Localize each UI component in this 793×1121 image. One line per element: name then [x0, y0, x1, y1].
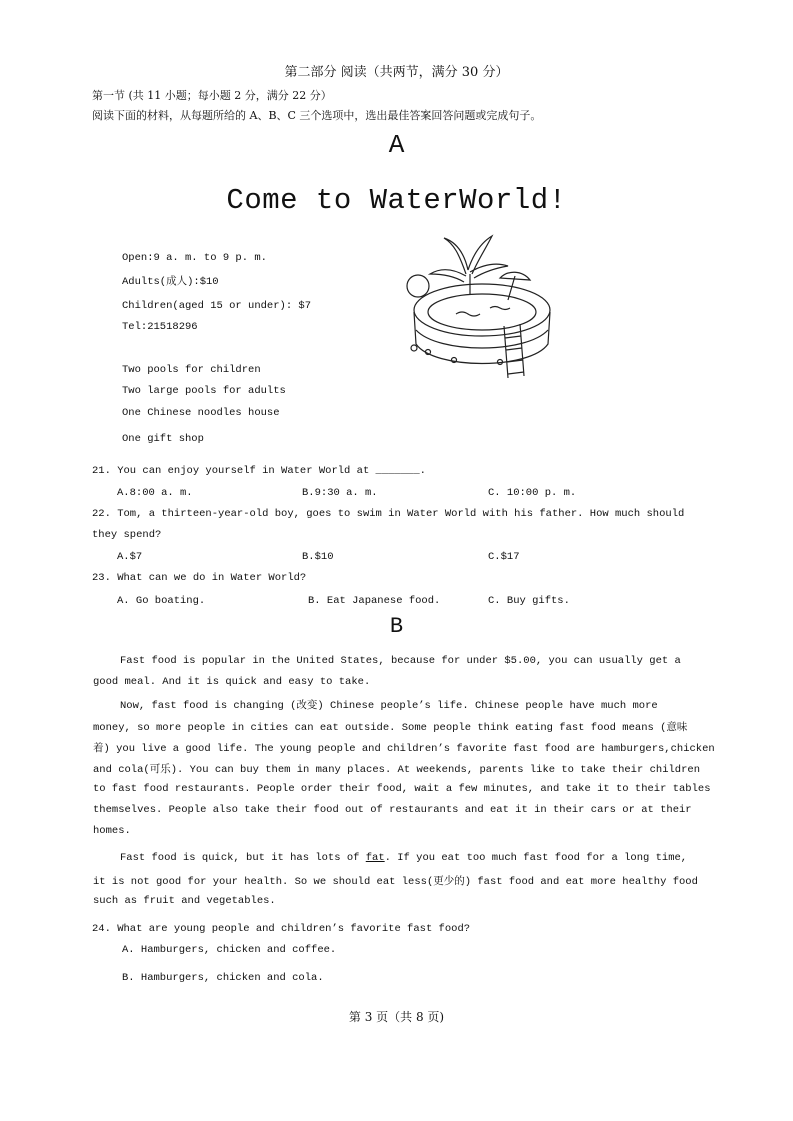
option-21-a[interactable]: A.8:00 a. m.: [117, 487, 193, 499]
question-21: 21. You can enjoy yourself in Water World at _______.: [92, 465, 426, 477]
paragraph-line: such as fruit and vegetables.: [93, 895, 276, 907]
info-hours: Open:9 a. m. to 9 p. m.: [122, 252, 267, 264]
facility-item: Two large pools for adults: [122, 385, 286, 397]
facility-item: One gift shop: [122, 433, 204, 445]
passage-a-letter: A: [388, 130, 405, 160]
option-23-a[interactable]: A. Go boating.: [117, 595, 206, 607]
question-24: 24. What are young people and children’s favorite fast food?: [92, 923, 471, 935]
paragraph-line: [120, 852, 690, 864]
option-24-a[interactable]: A. Hamburgers, chicken and coffee.: [122, 944, 337, 956]
facility-item: One Chinese noodles house: [122, 407, 280, 419]
paragraph-line: to fast food restaurants. People order their food, wait a few minutes, and take it to their tables: [93, 783, 711, 795]
option-22-c[interactable]: C.$17: [488, 551, 520, 563]
paragraph-line: good meal. And it is quick and easy to take.: [93, 676, 371, 688]
facility-item: Two pools for children: [122, 364, 261, 376]
option-22-b[interactable]: B.$10: [302, 551, 334, 563]
passage-a-headline: Come to WaterWorld!: [226, 184, 567, 217]
page-footer: 第 3 页（共 8 页): [348, 1010, 445, 1024]
paragraph-line: homes.: [93, 825, 131, 837]
ladder-icon: [504, 324, 524, 378]
palm-tree-icon: [430, 236, 508, 294]
paragraph-line: themselves. People also take their food out of restaurants and eat it in their cars or at their: [93, 804, 692, 816]
paragraph-line: Now, fast food is changing (改变) Chinese people’s life. Chinese people have much more: [120, 700, 658, 712]
info-telephone: Tel:21518296: [122, 321, 198, 333]
option-24-b[interactable]: B. Hamburgers, chicken and cola.: [122, 972, 324, 984]
option-23-b[interactable]: B. Eat Japanese food.: [308, 595, 441, 607]
instruction-text: 阅读下面的材料，从每题所给的 A、B、C 三个选项中，选出最佳答案回答问题或完成句子。: [92, 109, 542, 122]
underlined-word: fat: [365, 852, 385, 864]
section-heading: 第一节 (共 11 小题；每小题 2 分，满分 22 分）: [92, 89, 332, 102]
paragraph-line: Fast food is popular in the United States, because for under $5.00, you can usually get a: [120, 655, 681, 667]
paragraph-line: it is not good for your health. So we should eat less(更少的) fast food and eat more healthy food: [93, 876, 698, 888]
option-21-c[interactable]: C. 10:00 p. m.: [488, 487, 577, 499]
paragraph-text: Fast food is quick, but it has lots of: [120, 852, 366, 864]
paragraph-line: money, so more people in cities can eat outside. Some people think eating fast food means (意味: [93, 722, 688, 734]
passage-b-letter: B: [389, 614, 404, 639]
option-21-b[interactable]: B.9:30 a. m.: [302, 487, 378, 499]
info-child-price: Children(aged 15 or under): $7: [122, 300, 312, 312]
question-23: 23. What can we do in Water World?: [92, 572, 307, 584]
paragraph-text: . If you eat too much fast food for a long time,: [384, 852, 688, 864]
water-park-pool-illustration: [404, 234, 554, 382]
paragraph-line: and cola(可乐). You can buy them in many places. At weekends, parents like to take their children: [93, 764, 700, 776]
question-22-continued: they spend?: [92, 529, 162, 541]
option-23-c[interactable]: C. Buy gifts.: [488, 595, 570, 607]
character-icon: [407, 275, 429, 297]
paragraph-line: 着) you live a good life. The young people and children’s favorite fast food are hamburgers,chicken: [93, 743, 715, 755]
info-adult-price: Adults(成人):$10: [122, 276, 219, 288]
part-title: 第二部分 阅读（共两节，满分 30 分）: [284, 65, 509, 80]
question-22: 22. Tom, a thirteen-year-old boy, goes to swim in Water World with his father. How much should: [92, 508, 685, 520]
option-22-a[interactable]: A.$7: [117, 551, 143, 563]
